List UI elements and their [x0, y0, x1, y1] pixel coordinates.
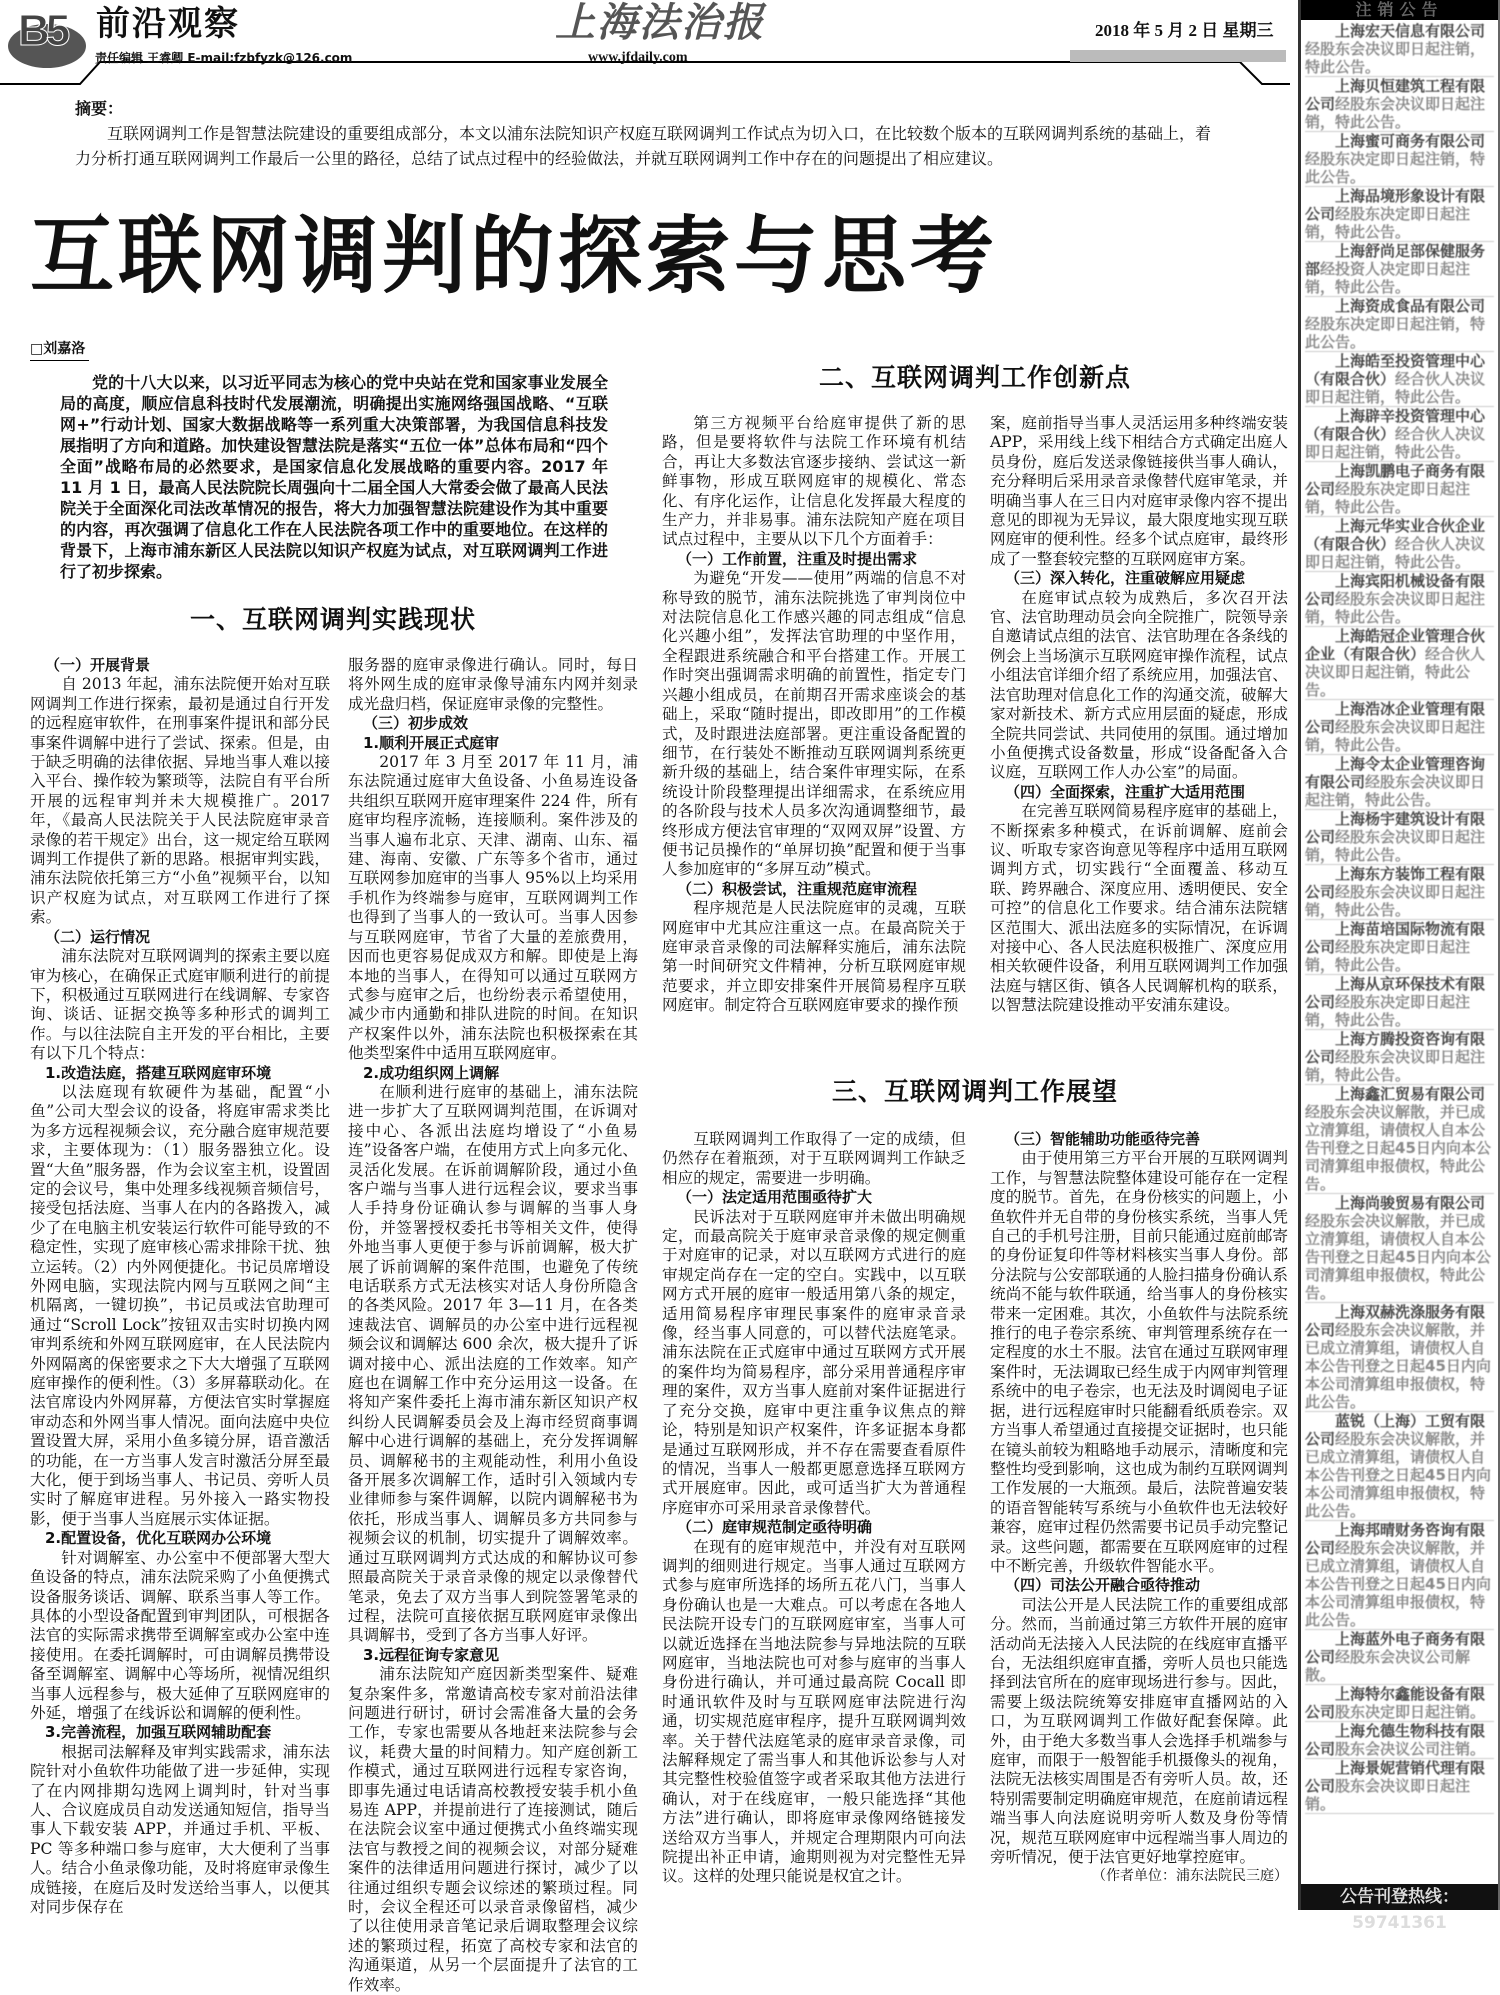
notice-company: 上海宾阳机械设备有限公司: [1305, 572, 1486, 608]
section-3-heading: 三、互联网调判工作展望: [831, 1077, 1118, 1106]
paragraph-continued: 服务器的庭审录像进行确认。同时，每日将外网生成的庭审录像导浦东内网并刻录成光盘归档，保证庭审录像的完整性。: [348, 656, 638, 713]
notice-company: 上海鑫汇贸易有限公司: [1335, 1085, 1486, 1103]
subheading: （一）工作前置，注重及时提出需求: [677, 549, 918, 568]
notice-item: [1305, 1412, 1494, 1521]
ad-hotline: 公告刊登热线：59741361: [1301, 1884, 1498, 1910]
paragraph: 司法公开是人民法院工作的重要组成部分。然而，当前通过第三方软件开展的庭审活动尚无法接入人民法院的在线庭审直播平台，无法组织庭审直播，旁听人员也只能选择到法官所在的庭审现场进行参与。因此，需要上级法院统筹安排庭审直播网站的入口，为互联网调判工作做好配套保障。此外，由于绝大多数当事人会选择手机端参与庭审，而限于一般智能手机摄像头的视角，法院无法核实周围是否有旁听人员。故，还特别需要制定明确庭审规范，在庭前请远程端当事人向法庭说明旁听人数及身份等情况，规范互联网庭审中远程端当事人周边的旁听情况，便于法官更好地掌控庭审。: [990, 1595, 1288, 1867]
notice-text: 经股东决定即日起注销，特此公告。: [1305, 993, 1471, 1029]
notice-text: 经股东决定即日起注销，特此公告。: [1305, 480, 1471, 516]
subheading: 2.成功组织网上调解: [363, 1063, 500, 1082]
column-4: [990, 414, 1288, 1034]
paragraph: 在顺利进行庭审的基础上，浦东法院进一步扩大了互联网调判范围，在诉调对接中心、各派出法庭均增设了“小鱼易连”设备客户端，在使用方式上向多元化、灵活化发展。在诉前调解阶段，通过小鱼客户端与当事人进行远程会议，要求当事人手持身份证确认参与调解的当事人身份，并签署授权委托书等相关文件，使得外地当事人更便于参与诉前调解，极大扩展了诉前调解的案件范围，也避免了传统电话联系方式无法核实对话人身份所隐含的各类风险。2017 年 3—11 月，在各类速裁法官、调解员的办公室中进行远程视频会议和调解达 600 余次，极大提升了诉调对接中心、派出法庭的工作效率。知产庭也在调解工作中充分运用这一设备。在将知产案件委托上海市浦东新区知识产权纠纷人民调解委员会及上海市经贸商事调解中心进行调解的基础上，充分发挥调解员、调解秘书的主观能动性，利用小鱼设备开展多次调解工作，适时引入领域内专业律师参与案件调解，以院内调解秘书为依托，形成当事人、调解员多方共同参与视频会议的机制，切实提升了调解效率。通过互联网调判方式达成的和解协议可参照最高院关于录音录像的规定以录像替代笔录，免去了双方当事人到院签署笔录的过程，法院可直接依据互联网庭审录像出具调解书，受到了各方当事人好评。: [348, 1082, 638, 1645]
notice-item: [1305, 77, 1494, 132]
article-title: 互联网调判的探索与思考: [30, 207, 999, 305]
notice-text: 经合伙人决议即日起注销，特此公告。: [1305, 425, 1486, 461]
subheading: （四）全面探索，注重扩大适用范围: [1005, 782, 1246, 801]
notice-item: [1305, 242, 1494, 297]
notice-company: 上海蜜可商务有限公司: [1335, 132, 1486, 150]
notice-item: [1305, 1759, 1494, 1814]
paragraph: 针对调解室、办公室中不便部署大型大鱼设备的特点，浦东法院采购了小鱼便携式设备服务谈话、调解、联系当事人等工作。具体的小型设备配置到审判团队，可根据各法官的实际需求携带至调解室或办公室中连接使用。在委托调解时，可由调解员携带设备至调解室、调解中心等场所，视情况组织当事人远程参与，极大延伸了互联网庭审的外延，增强了在线诉讼和调解的便利性。: [30, 1548, 330, 1722]
notice-text: 经股东会决议即日起注销，特此公告。: [1305, 1048, 1486, 1084]
notice-text: 经股东决定即日起注销，特此公告。: [1305, 205, 1471, 241]
abstract-label: 摘要：: [75, 99, 124, 118]
paragraph: 民诉法对于互联网庭审并未做出明确规定，而最高院关于庭审录音录像的规定侧重于对庭审的记录，对以互联网方式进行的庭审规定尚存在一定的空白。实践中，以互联网方式开展的庭审一般适用第八条的规定，适用简易程序审理民事案件的庭审录音录像，经当事人同意的，可以替代法庭笔录。浦东法院在正式庭审中通过互联网方式开展的案件均为简易程序，部分采用普通程序审理的案件，双方当事人庭前对案件证据进行了充分交换，庭审中更注重争议焦点的辩论，特别是知识产权案件，许多证据本身都是通过互联网形成，并不存在需要查看原件的情况，当事人一般都更愿意选择互联网方式开展庭审。因此，或可适当扩大为普通程序庭审亦可采用录音录像替代。: [662, 1207, 966, 1517]
notice-text: 经股东会决议解散，并已成立清算组，请债权人自本公告刊登之日起45日内向本公司清算组申报债权，特此公告。: [1305, 1321, 1491, 1411]
notice-company: 上海浩冰企业管理有限公司: [1305, 700, 1486, 736]
subheading: 1.顺利开展正式庭审: [363, 733, 500, 752]
notice-company: 上海品境形象设计有限公司: [1305, 187, 1486, 223]
section-2-heading: 二、互联网调判工作创新点: [818, 363, 1131, 392]
notice-item: [1305, 462, 1494, 517]
page-number: B5: [18, 6, 67, 55]
notice-item: [1305, 700, 1494, 755]
notice-text: 经合伙人决议即日起注销，特此公告。: [1305, 535, 1486, 571]
subheading: （三）智能辅助功能亟待完善: [1005, 1130, 1201, 1148]
subheading: 2.配置设备，优化互联网办公环境: [45, 1529, 272, 1548]
subheading: （一）开展背景: [45, 656, 151, 674]
notice-item: [1305, 1630, 1494, 1685]
notice-text: 经股东会决议即日起注销，特此公告。: [1305, 40, 1486, 76]
subheading: （二）庭审规范制定亟待明确: [677, 1518, 873, 1537]
notice-text: 经股东决定即日起注销，特此公告。: [1305, 315, 1486, 351]
header-grey-bar: [1070, 50, 1286, 62]
notice-item: [1305, 1521, 1494, 1630]
notice-text: 经股东会决议解散，并已成立清算组，请债权人自本公告刊登之日起45日内向本公司清算组申报债权，特此公告。: [1305, 1103, 1491, 1193]
notice-text: 经股东会决议即日起注销，特此公告。: [1305, 828, 1486, 864]
notice-text: 股东会决议即日起注销。: [1305, 1777, 1471, 1813]
notice-text: 经股东会决议即日起注销，特此公告。: [1305, 883, 1486, 919]
notice-company: 上海允德生物科技有限公司: [1305, 1722, 1486, 1758]
notice-text: 经股东会决议解散，并已成立清算组，请债权人自本公告刊登之日起45日内向本公司清算组申报债权，特此公告。: [1305, 1212, 1491, 1302]
notice-text: 经合伙人决议即日起注销，特此公告。: [1305, 645, 1486, 699]
notice-text: 经合伙人决议即日起注销，特此公告。: [1305, 370, 1486, 406]
notice-company: 上海东方装饰工程有限公司: [1305, 865, 1486, 901]
notice-text: 经股东会决议解散，并已成立清算组，请债权人自本公告刊登之日起45日内向本公司清算组申报债权，特此公告。: [1305, 1539, 1491, 1629]
paragraph: 根据司法解释及审判实践需求，浦东法院针对小鱼软件功能做了进一步延伸，实现了在内网排期勾选网上调判时，针对当事人、合议庭成员自动发送通知短信，指导当事人下载安装 APP，并通过手机、平板、PC 等多种端口参与庭审，大大便利了当事人。结合小鱼录像功能，及时将庭审录像生成链接，在庭后及时发送给当事人，以便其对同步保存在: [30, 1742, 330, 1916]
paragraph: 由于使用第三方平台开展的互联网调判工作，与智慧法院整体建设可能存在一定程度的脱节。首先，在身份核实的问题上，小鱼软件并无自带的身份核实系统，当事人凭自己的手机号注册，目前只能通过庭前邮寄的身份证复印件等材料核实当事人身份。部分法院与公安部联通的人脸扫描身份确认系统尚不能与软件联通，给当事人的身份核实带来一定困难。其次，小鱼软件与法院系统推行的电子卷宗系统、审判管理系统存在一定程度的水土不服。法官在通过互联网审理案件时，无法调取已经生成于内网审判管理系统中的电子卷宗，也无法及时调阅电子证据，进行远程庭审时只能翻看纸质卷宗。双方当事人希望通过直接提交证据时，也只能在镜头前较为粗略地手动展示，清晰度和完整性均受到影响，这也成为制约互联网调判工作发展的一大瓶颈。最后，法院普遍安装的语音智能转写系统与小鱼软件也无法较好兼容，庭审过程仍然需要书记员手动完整记录。这些问题，都需要在互联网庭审的过程中不断完善，升级软件智能水平。: [990, 1149, 1288, 1575]
notice-company: 上海辟辛投资管理中心（有限合伙）: [1305, 407, 1486, 443]
notice-item: [1305, 1303, 1494, 1412]
paragraph: 浦东法院对互联网调判的探索主要以庭审为核心，在确保正式庭审顺利进行的前提下，积极通过互联网进行在线调解、专家咨询、谈话、证据交换等多种形式的调判工作。与以往法院自主开发的平台相比，主要有以下几个特点：: [30, 947, 330, 1063]
paragraph: 为避免“开发——使用”两端的信息不对称导致的脱节，浦东法院挑选了审判岗位中对法院信息化工作感兴趣的同志组成“信息化兴趣小组”，发挥法官助理的中坚作用，全程跟进系统融合和平台搭建工作。开展工作时突出强调需求明确的前置性，指定专门兴趣小组成员，在前期召开需求座谈会的基础上，采取“随时提出，即改即用”的工作模式，及时跟进法庭部署。更注重设备配置的细节，在行装处不断推动互联网调判系统更新升级的基础上，结合案件审理实际，在系统设计阶段整理提出详细需求，在系统应用的各阶段与技术人员多次沟通调整细节，最终形成方便法官审理的“双网双屏”设置、方便书记员操作的“单屏切换”配置和便于当事人参加庭审的“多屏互动”模式。: [662, 569, 966, 879]
notice-item: [1305, 975, 1494, 1030]
notice-company: 上海邦晴财务咨询有限公司: [1305, 1521, 1486, 1557]
masthead-logo: 上海法治报: [555, 0, 765, 46]
column-6: [990, 1130, 1288, 1906]
notice-text: 经投资人决定即日起注销，特此公告。: [1305, 260, 1471, 296]
notice-item: [1305, 132, 1494, 187]
subheading: （一）法定适用范围亟待扩大: [677, 1188, 873, 1207]
notice-item: [1305, 22, 1494, 77]
notice-company: 上海尚骏贸易有限公司: [1335, 1194, 1486, 1212]
column-2: [348, 656, 638, 1994]
paragraph: 自 2013 年起，浦东法院便开始对互联网调判工作进行探索，最初是通过自行开发的远程庭审软件，在刑事案件提讯和部分民事案件调解中进行了尝试、探索。但是，由于缺乏明确的法律依据、异地当事人难以接入平台、操作较为繁琐等，法院自有平台所开展的远程审判并未大规模推广。2017 年，《最高人民法院关于人民法院庭审录音录像的若干规定》出台，这一规定给互联网调判工作提供了新的思路。根据审判实践，浦东法院依托第三方“小鱼”视频平台，以知识产权庭为试点，对互联网工作进行了探索。: [30, 675, 330, 927]
paragraph: 程序规范是人民法院庭审的灵魂，互联网庭审中尤其应注重这一点。在最高院关于庭审录音录像的司法解释实施后，浦东法院第一时间研究文件精神，分析互联网庭审规范要求，并立即安排案件开展简易程序互联网庭审。制定符合互联网庭审要求的操作预: [662, 899, 966, 1015]
subheading: 3.完善流程，加强互联网辅助配套: [45, 1723, 272, 1742]
page-badge: [8, 6, 88, 68]
notice-text: 经股东会决议解散，并已成立清算组，请债权人自本公告刊登之日起45日内向本公司清算组申报债权，特此公告。: [1305, 1430, 1491, 1520]
notice-item: [1305, 1030, 1494, 1085]
notice-company: 上海皓至投资管理中心（有限合伙）: [1305, 352, 1486, 388]
lead-paragraph: 党的十八大以来，以习近平同志为核心的党中央站在党和国家事业发展全局的高度，顺应信息科技时代发展潮流，明确提出实施网络强国战略、“互联网+”行动计划、国家大数据战略等一系列重大决策部署，为我国信息科技发展指明了方向和道路。加快建设智慧法院是落实“五位一体”总体布局和“四个全面”战略布局的必然要求，是国家信息化发展战略的重要内容。2017 年 11 月 1 日，最高人民法院院长周强向十二届全国人大常委会做了最高人民法院关于全面深化司法改革情况的报告，将大力加强智慧法院建设作为其中重要的内容，再次强调了信息化工作在人民法院各项工作中的重要地位。在这样的背景下，上海市浦东新区人民法院以知识产权庭为试点，对互联网调判工作进行了初步探索。: [60, 373, 608, 581]
notice-company: 上海从京环保技术有限公司: [1305, 975, 1486, 1011]
notice-company: 蓝锐（上海）工贸有限公司: [1305, 1412, 1486, 1448]
notice-company: 上海元华实业合伙企业（有限合伙）: [1305, 517, 1486, 553]
website[interactable]: www.jfdaily.com: [588, 50, 688, 65]
section-1-heading: 一、互联网调判实践现状: [189, 605, 476, 634]
issue-date: 2018 年 5 月 2 日 星期三: [1095, 21, 1274, 40]
notice-item: [1305, 352, 1494, 407]
notice-text: 经股东决定即日起注销，特此公告。: [1305, 938, 1471, 974]
abstract-text: 互联网调判工作是智慧法院建设的重要组成部分，本文以浦东法院知识产权庭互联网调判工作试点为切入口，在比较数个版本的互联网调判系统的基础上，着力分析打通互联网调判工作最后一公里的路径，总结了试点过程中的经验做法，并就互联网调判工作中存在的问题提出了相应建议。: [75, 124, 1212, 168]
notice-company: 上海景妮营销代理有限公司: [1305, 1759, 1486, 1795]
notice-company: 上海方腾投资咨询有限公司: [1305, 1030, 1486, 1066]
notice-text: 经股东会决议即日起注销，特此公告。: [1305, 590, 1486, 626]
notice-company: 上海苗培国际物流有限公司: [1305, 920, 1486, 956]
paragraph: 在现有的庭审规范中，并没有对互联网调判的细则进行规定。当事人通过互联网方式参与庭审所选择的场所五花八门，当事人身份确认也是一大难点。可以考虑在各地人民法院开设专门的互联网庭审室，当事人可以就近选择在当地法院参与异地法院的互联网庭审，当地法院也可对参与庭审的当事人身份进行确认，并可通过最高院 Cocall 即时通讯软件及时与互联网庭审法院进行沟通，切实规范庭审程序，提升互联网调判效率。关于替代法庭笔录的庭审录音录像，司法解释规定了需当事人和其他诉讼参与人对其完整性校验值签字或者采取其他方法进行确认，对于在线庭审，一般只能选择“其他方法”进行确认，即将庭审录像网络链接发送给双方当事人，并规定合理期限内可向法院提出补正申请，逾期则视为对完整性无异议。这样的处理只能说是权宜之计。: [662, 1537, 966, 1886]
notice-text: 股东决定即日起注销。: [1335, 1703, 1486, 1721]
notice-list: [1301, 20, 1498, 1882]
notice-company: 上海杨宇建筑设计有限公司: [1305, 810, 1486, 846]
notice-company: 上海令太企业管理咨询有限公司: [1305, 755, 1486, 791]
notice-company: 上海贝恒建筑工程有限公司: [1305, 77, 1486, 113]
subheading: （三）深入转化，注重破解应用疑虑: [1005, 569, 1246, 588]
notice-item: [1305, 755, 1494, 810]
notice-item: [1305, 517, 1494, 572]
column-3: [662, 414, 966, 1034]
byline: □刘嘉洛: [30, 338, 89, 361]
notice-sidebar: [1298, 0, 1500, 1933]
paragraph: 在庭审试点较为成熟后，多次召开法官、法官助理动员会向全院推广，院领导亲自邀请试点组的法官、法官助理在各条线的例会上当场演示互联网庭审操作流程，试点小组法官详细介绍了系统应用，加强法官、法官助理对信息化工作的沟通交流，破解大家对新技术、新方式应用层面的疑虑，形成全院共同尝试、共同使用的氛围。通过增加小鱼便携式设备数量，形成“设备配备入合议庭，互联网工作人办公室”的局面。: [990, 588, 1288, 782]
paragraph: 以法庭现有软硬件为基础，配置“小鱼”公司大型会议的设备，将庭审需求类比为多方远程视频会议，充分融合庭审规范要求，主要体现为：（1）服务器独立化。设置“大鱼”服务器，作为会议室主机，设置固定的会议号，集中处理多线视频音频信号，接受包括法庭、当事人在内的各路拨入，减少了在电脑主机安装运行软件可能导致的不稳定性，实现了庭审核心需求排除干扰、独立运转。（2）内外网便捷化。书记员席增设外网电脑，实现法院内网与互联网之间“主机隔离，一键切换”，书记员或法官助理可通过“Scroll Lock”按钮双击实时切换内网审判系统和外网互联网庭审，在人民法院内外网隔离的保密要求之下大大增强了互联网庭审操作的便利性。（3）多屏幕联动化。在法官席设内外网屏幕，方便法官实时掌握庭审动态和外网当事人情况。面向法庭中央位置设置大屏，采用小鱼多镜分屏，语音激活的功能，在一方当事人发言时激活分屏至最大化，便于到场当事人、书记员、旁听人员实时了解庭审进程。另外接入一路实物投影，便于当事人当庭展示实体证据。: [30, 1082, 330, 1528]
notice-item: [1305, 627, 1494, 700]
notice-company: 上海宏天信息有限公司: [1335, 22, 1486, 40]
author-affiliation: （作者单位：浦东法院民三庭）: [1092, 1868, 1288, 1885]
notice-text: 经股东会决议即日起注销，特此公告。: [1305, 773, 1486, 809]
column-1: [30, 656, 330, 1916]
notice-item: [1305, 1085, 1494, 1194]
notice-item: [1305, 1194, 1494, 1303]
notice-company: 上海特尔鑫能设备有限公司: [1305, 1685, 1486, 1721]
paragraph: 互联网调判工作取得了一定的成绩，但仍然存在着瓶颈，对于互联网调判工作缺乏相应的规定，需要进一步明确。: [662, 1130, 966, 1187]
column-5: [662, 1130, 966, 1906]
notice-item: [1305, 407, 1494, 462]
notice-text: 经股东会决议即日起注销，特此公告。: [1305, 95, 1486, 131]
notice-text: 经股东会决议即日起注销，特此公告。: [1305, 718, 1486, 754]
subheading: （四）司法公开融合亟待推动: [1005, 1576, 1201, 1595]
notice-sidebar-title: 注销公告: [1301, 0, 1498, 20]
notice-company: 上海蓝外电子商务有限公司: [1305, 1630, 1486, 1666]
subheading: （三）初步成效: [363, 714, 469, 733]
notice-text: 经股东会决议公司解散。: [1305, 1648, 1471, 1684]
paragraph: 第三方视频平台给庭审提供了新的思路，但是要将软件与法院工作环境有机结合，再让大多数法官逐步接纳、尝试这一新鲜事物，形成互联网庭审的规模化、常态化、有序化运作，让信息化发挥最大程度的生产力，并非易事。浦东法院知产庭在项目试点过程中，主要从以下几个方面着手：: [662, 414, 966, 549]
notice-company: 上海皓冠企业管理合伙企业（有限合伙）: [1305, 627, 1486, 663]
notice-company: 上海双赫洗涤服务有限公司: [1305, 1303, 1486, 1339]
notice-item: [1305, 1722, 1494, 1759]
notice-company: 上海舒尚足部保健服务部: [1305, 242, 1486, 278]
paragraph: 2017 年 3 月至 2017 年 11 月，浦东法院通过庭审大鱼设备、小鱼易连设备共组织互联网开庭审理案件 224 件，所有庭审均程序流畅，连接顺利。案件涉及的当事人遍布北京、天津、湖南、山东、福建、海南、安徽、广东等多个省市，通过互联网参加庭审的当事人 95%以上均采用手机作为终端参与庭审，互联网调判工作也得到了当事人的一致认可。当事人因参与互联网庭审，节省了大量的差旅费用，因而也更容易促成双方和解。即使是上海本地的当事人，在得知可以通过互联网方式参与庭审之后，也纷纷表示希望使用，减少市内通勤和排队进院的时间。在知识产权案件以外，浦东法院也积极探索在其他类型案件中适用互联网庭审。: [348, 753, 638, 1063]
subheading: 3.远程征询专家意见: [363, 1645, 500, 1664]
notice-item: [1305, 572, 1494, 627]
subheading: （二）运行情况: [45, 927, 151, 946]
notice-item: [1305, 865, 1494, 920]
subheading: 1.改造法庭，搭建互联网庭审环境: [45, 1063, 272, 1082]
notice-company: 上海凯鹏电子商务有限公司: [1305, 462, 1486, 498]
notice-text: 股东会决议公司注销。: [1335, 1740, 1486, 1758]
paragraph: 在完善互联网简易程序庭审的基础上，不断探索多种模式，在诉前调解、庭前会议、听取专家咨询意见等程序中适用互联网调判方式，切实践行“全面覆盖、移动互联、跨界融合、深度应用、透明便民、安全可控”的信息化工作要求。结合浦东法院辖区范围大、派出法庭多的实际情况，在诉调对接中心、各人民法庭积极推广、深度应用相关软硬件设备，利用互联网调判工作加强法庭与辖区街、镇各人民调解机构的联系，以智慧法院建设推动平安浦东建设。: [990, 802, 1288, 1015]
editor-info: 责任编辑 王睿卿 E-mail:fzbfyzk@126.com: [95, 51, 353, 65]
notice-item: [1305, 297, 1494, 352]
abstract: [75, 96, 1220, 171]
notice-item: [1305, 920, 1494, 975]
subheading: （二）积极尝试，注重规范庭审流程: [677, 879, 918, 898]
paragraph: 浦东法院知产庭因新类型案件、疑难复杂案件多，常邀请高校专家对前沿法律问题进行研讨，研讨会需准备大量的会务工作，专家也需要从各地赶来法院参与会议，耗费大量的时间精力。知产庭创新工作模式，通过互联网进行远程专家咨询，即事先通过电话请高校教授安装手机小鱼易连 APP，并提前进行了连接测试，随后在法院会议室中通过便携式小鱼终端实现法官与教授之间的视频会议，对部分疑难案件的法律适用问题进行探讨，减少了以往通过组织专题会议综述的繁琐过程。同时，会议全程还可以录音录像留档，减少了以往使用录音笔记录后调取整理会议综述的繁琐过程，拓宽了高校专家和法官的沟通渠道，从另一个层面提升了法官的工作效率。: [348, 1665, 638, 1994]
notice-text: 经股东决定即日起注销，特此公告。: [1305, 150, 1486, 186]
notice-item: [1305, 810, 1494, 865]
notice-item: [1305, 1685, 1494, 1722]
paragraph-continued: 案，庭前指导当事人灵活运用多种终端安装 APP，采用线上线下相结合方式确定出庭人员身份，庭后发送录像链接供当事人确认，充分释明后采用录音录像替代庭审笔录，并明确当事人在三日内对庭审录像内容不提出意见的即视为无异议，最大限度地实现互联网庭审的便利性。经多个试点庭审，最终形成了一整套较完整的互联网庭审方案。: [990, 414, 1288, 568]
notice-company: 上海资成食品有限公司: [1335, 297, 1486, 315]
notice-item: [1305, 187, 1494, 242]
section-name: 前沿观察: [96, 4, 240, 44]
